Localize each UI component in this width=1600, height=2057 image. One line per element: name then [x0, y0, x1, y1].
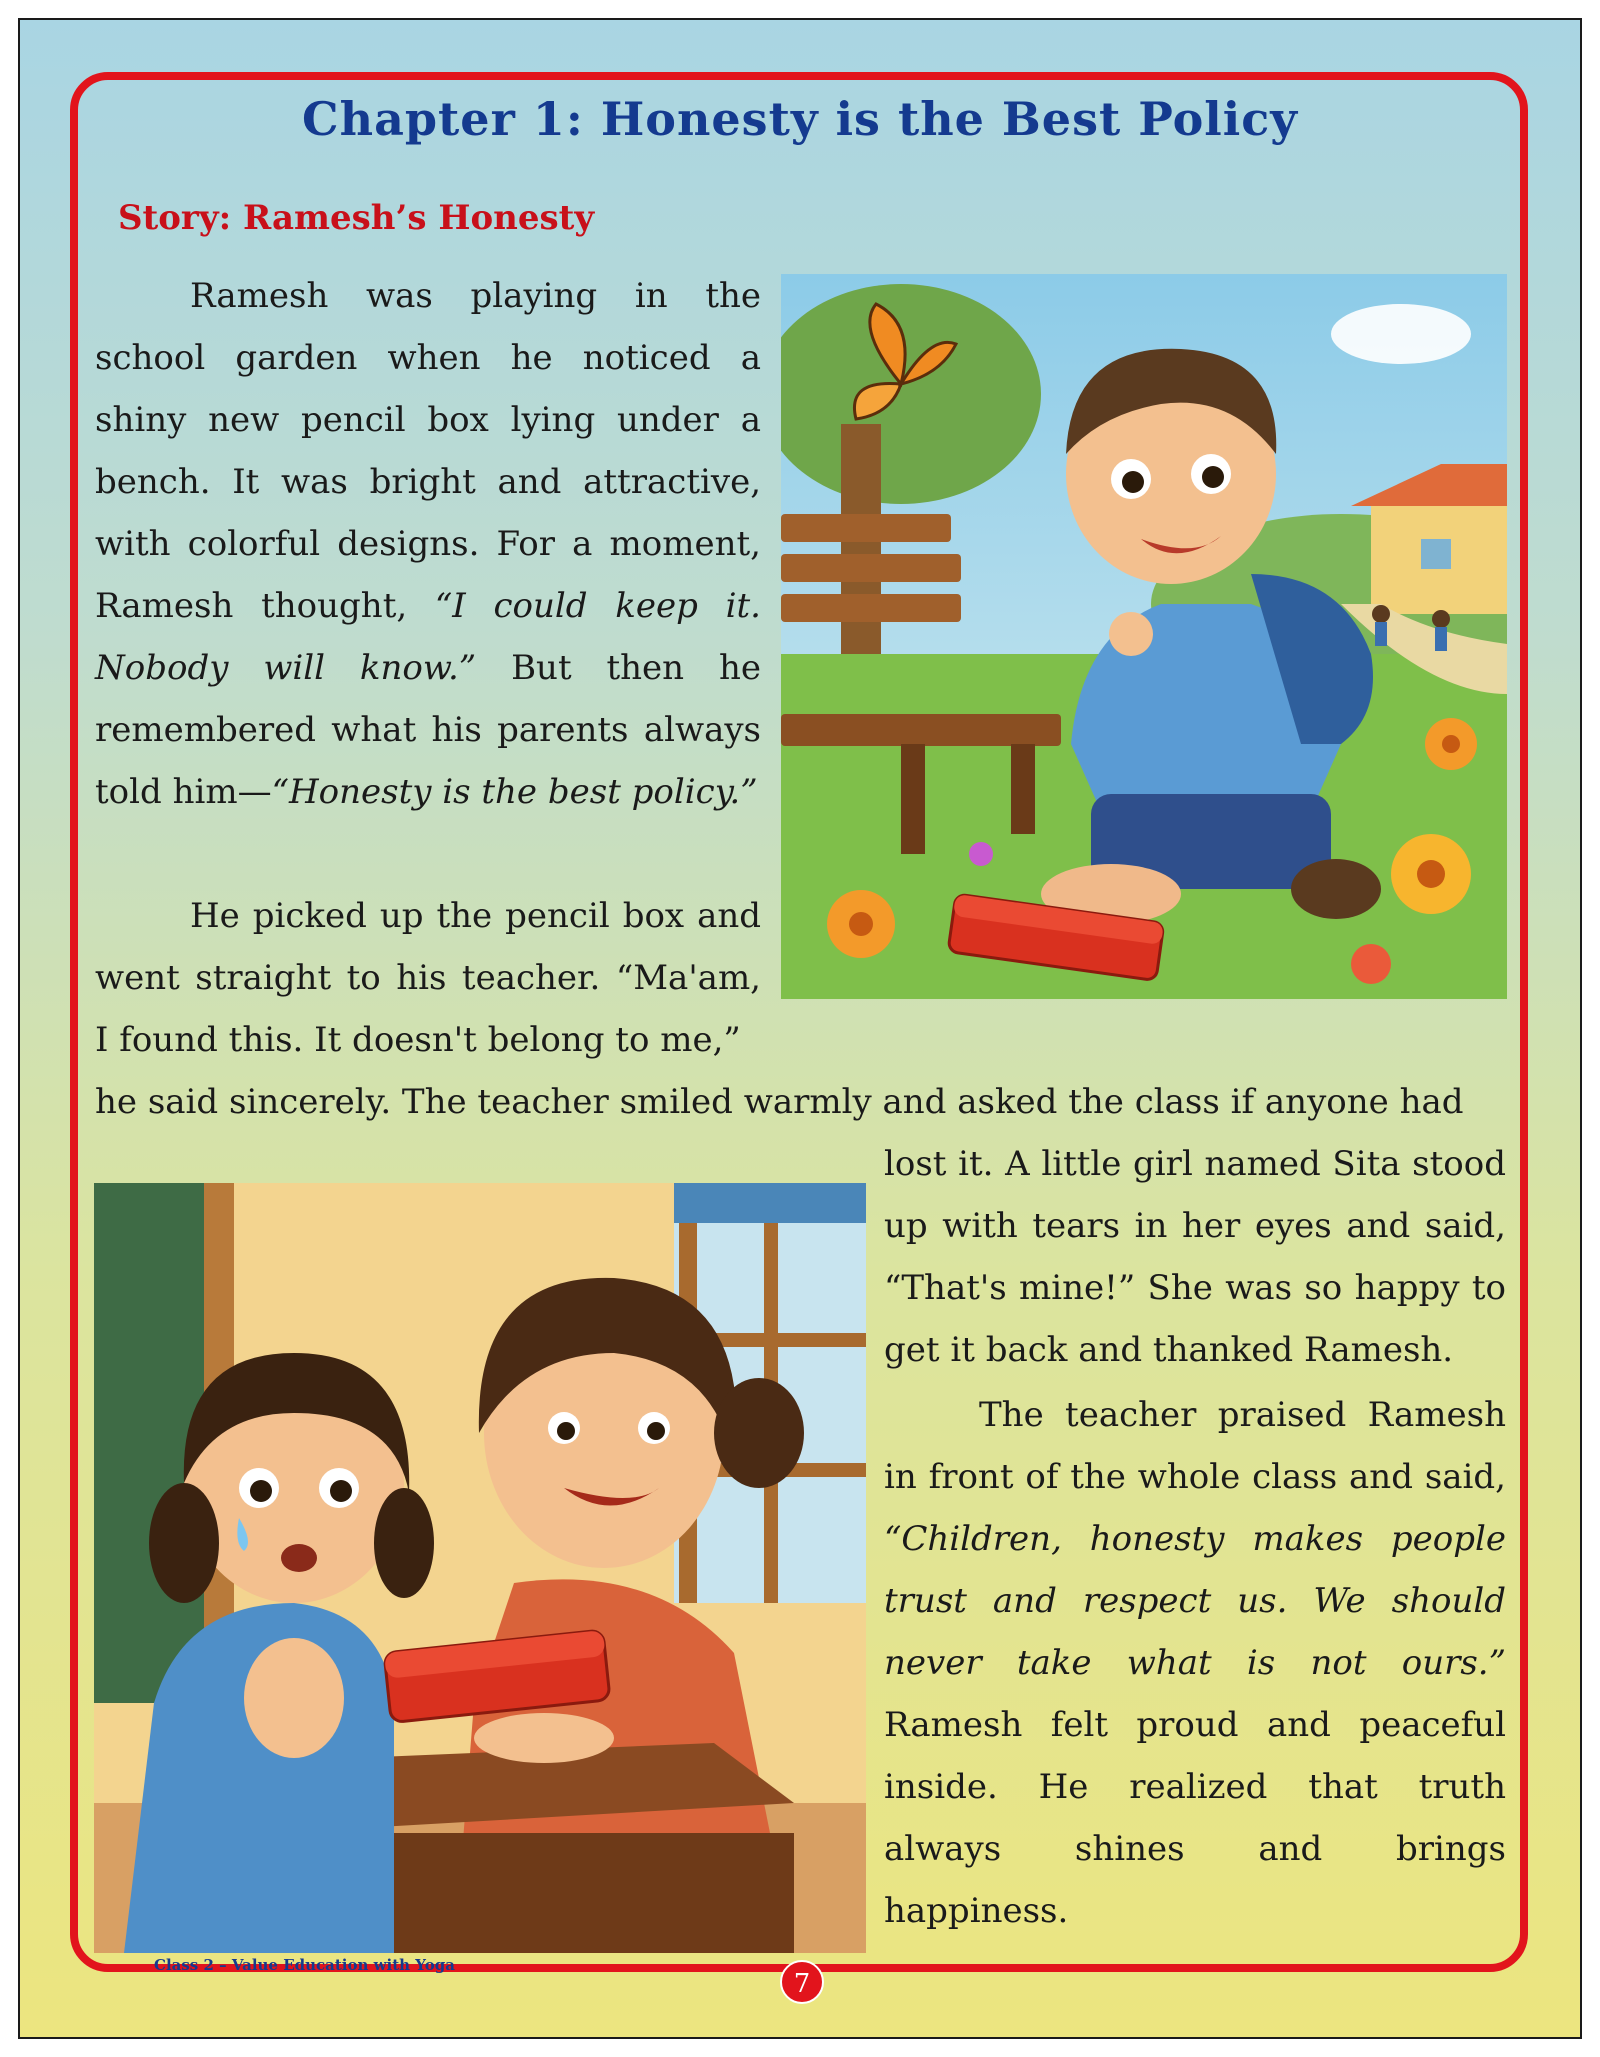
paragraph-1-text-c: But then he remembered what his parents always told him—: [95, 648, 761, 812]
paragraph-3-text-c: Ramesh felt proud and peaceful inside. He realized that truth always shines and brings happiness.: [884, 1705, 1506, 1931]
paragraph-2-text-a: He picked up the pencil box and went straight to his teacher. “Ma'am, I found this. It doesn't belong to me,”: [95, 896, 761, 1060]
paragraph-2-part-c: lost it. A little girl named Sita stood up with tears in her eyes and said, “That's mine!” She was so happy to get it back and thanked Ramesh.: [884, 1144, 1506, 1370]
paragraph-1: [95, 265, 761, 823]
paragraph-3-text-a: The teacher praised Ramesh in front of the whole class and said,: [884, 1395, 1506, 1497]
paragraph-2-part-b: he said sincerely. The teacher smiled warmly and asked the class if anyone had: [95, 1082, 1464, 1122]
illustration-teacher-returns-box: [94, 1183, 866, 1953]
paragraph-2-part-a: [95, 885, 761, 1071]
illustration-boy-finds-pencil-box: [781, 274, 1507, 999]
paragraph-1-quote-thought: “I could keep it. Nobody will know.”: [95, 586, 761, 688]
paragraph-3-quote-teacher: “Children, honesty makes people trust and respect us. We should never take what is not ours.”: [884, 1519, 1506, 1683]
book-label: Class 2 – Value Education with Yoga: [154, 1956, 455, 1974]
paragraph-3: [884, 1384, 1506, 1942]
page-number-badge: 7: [780, 1960, 824, 2004]
paragraph-1-quote-policy: “Honesty is the best policy.”: [271, 772, 758, 812]
story-title: Story: Ramesh’s Honesty: [118, 198, 595, 238]
chapter-title: Chapter 1: Honesty is the Best Policy: [302, 92, 1298, 146]
paragraph-1-text-a: Ramesh was playing in the school garden when he noticed a shiny new pencil box lying under a bench. It was bright and attractive, with colorful designs. For a moment, Ramesh thought,: [95, 276, 761, 626]
